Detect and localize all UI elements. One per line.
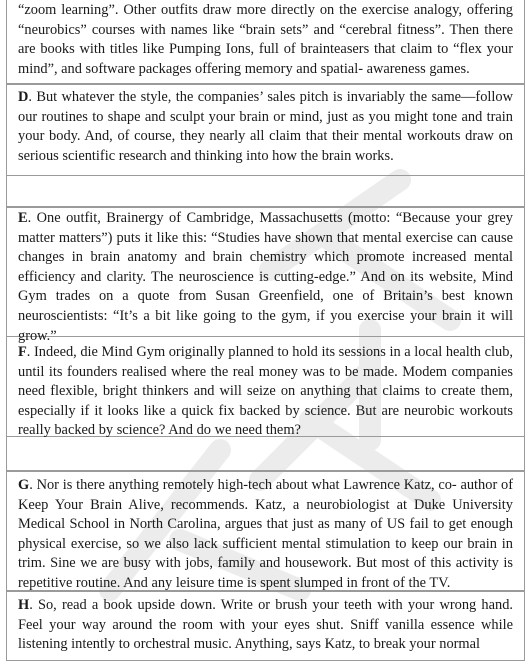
paragraph-c-text: “zoom learning”. Other outfits draw more directly on the exercise analogy, offering “neurobics” courses with names like “brain sets” and “cerebral fitness”. Then there are books with titles like Pumping Ions, full of brainteasers that claim to “flex your mind”, and software packages offering memory and spatial- awareness games.: [18, 2, 513, 77]
paragraph-d-label: D: [18, 89, 29, 105]
paragraph-e: [6, 207, 525, 344]
paragraph-f: [6, 337, 525, 437]
paragraph-e-label: E: [18, 210, 28, 226]
paragraph-c-continued: [6, 0, 525, 84]
paragraph-f-label: F: [18, 344, 27, 360]
paragraph-h: [6, 591, 525, 661]
paragraph-g-label: G: [18, 477, 30, 493]
paragraph-d: [6, 84, 525, 176]
blank-spacer-2: [6, 437, 525, 471]
paragraph-e-text: . One outfit, Brainergy of Cambridge, Massachusetts (motto: “Because your grey matter matters”) puts it like this: “Studies have shown that mental exercise can cause changes in brain anatomy and brain chemistry which promote increased mental efficiency and clarity. The neuroscience is cutting-edge.” And on its website, Mind Gym trades on a quote from Susan Greenfield, one of Britain’s best known neuroscientists: “It’s a bit like going to the gym, if you exercise your brain it will grow.”: [18, 210, 513, 344]
paragraph-d-text: . But whatever the style, the companies’ sales pitch is invariably the same—follow our routines to shape and sculpt your brain or mind, just as you might tone and train your body. And, of course, they nearly all claim that their mental workouts draw on serious scientific research and thinking into how the brain works.: [18, 89, 513, 164]
paragraph-g: [6, 471, 525, 591]
blank-spacer-1: [6, 176, 525, 207]
paragraph-h-label: H: [18, 597, 30, 613]
paragraph-f-text: . Indeed, die Mind Gym originally planned to hold its sessions in a local health club, until its founders realised where the real money was to be made. Modem companies need flexible, bright thinkers and will seize on anything that claims to create them, especially if it looks like a quick fix backed by science. But are neurobic workouts really backed by science? And do we need them?: [18, 344, 513, 439]
paragraph-h-text: . So, read a book upside down. Write or brush your teeth with your wrong hand. Feel your way around the room with your eyes shut. Sniff vanilla essence while listening intently to orchestral music. Anything, says Katz, to break your normal: [18, 597, 513, 653]
paragraph-g-text: . Nor is there anything remotely high-tech about what Lawrence Katz, co- author of Keep Your Brain Alive, recommends. Katz, a neurobiologist at Duke University Medical School in North Carolina, argues that just as many of US fail to get enough physical exercise, so we also lack sufficient mental stimulation to keep our brain in trim. Sine we are busy with jobs, family and housework. But most of this activity is repetitive routine. And any leisure time is spent slumped in front of the TV.: [18, 477, 513, 591]
